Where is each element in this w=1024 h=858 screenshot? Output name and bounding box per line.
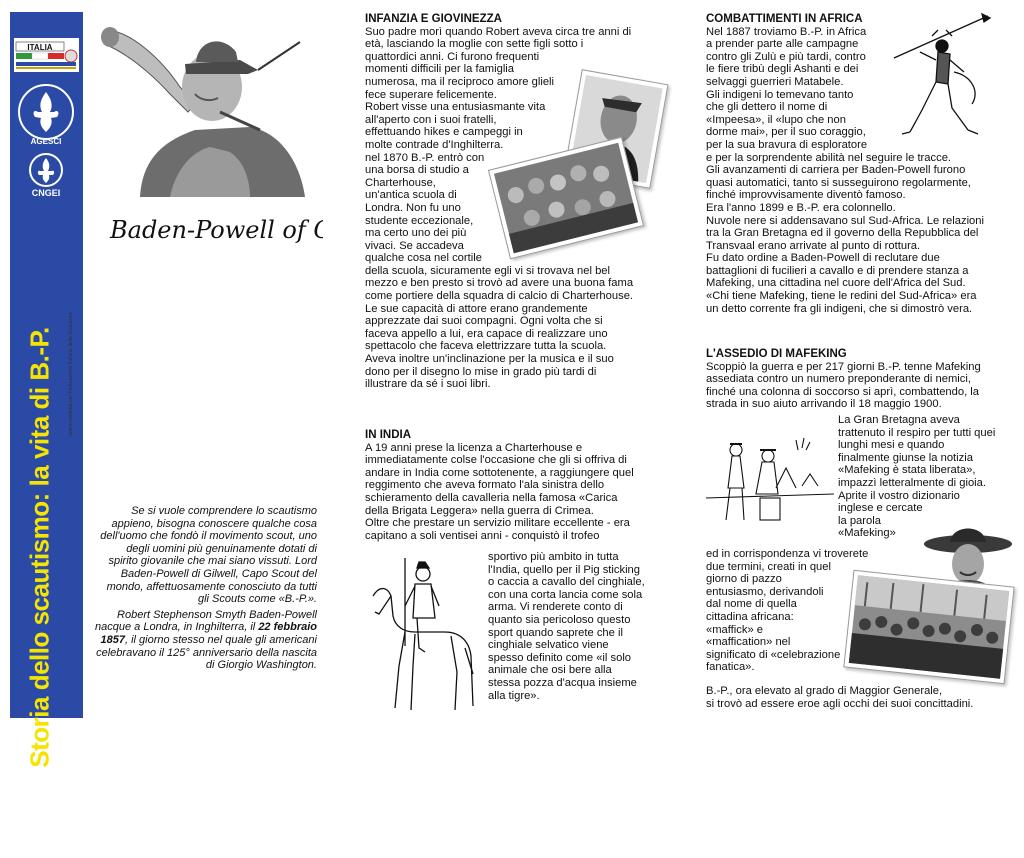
signature: [108, 206, 323, 256]
africa-line: «Impeesa», il «lupo che non: [706, 113, 846, 126]
india-line: o caccia a cavallo del cinghiale,: [488, 576, 645, 589]
infanzia-line: studente eccezionale,: [365, 214, 474, 227]
intro-paragraph-2: [95, 609, 317, 672]
infanzia-line: una borsa di studio a: [365, 164, 469, 177]
india-line: capitano a soli ventisei anni - conquistò il trofeo: [365, 529, 600, 542]
mafeking-body: [706, 361, 1016, 411]
signature-text: Baden-Powell of: [110, 216, 306, 244]
mafeking-line: cittadina africana:: [706, 610, 794, 623]
india-line: animale che osi bere alla: [488, 664, 612, 677]
india-line: Oltre che prestare un servizio militare eccellente - era: [365, 517, 630, 530]
africa-line: Transvaal erano arrivate al punto di rottura.: [706, 239, 921, 252]
africa-line: contro gli Zulù e più tardi, contro: [706, 50, 866, 63]
infanzia-line: all'aperto con i suoi fratelli,: [365, 113, 497, 126]
africa-body: [706, 152, 1016, 316]
africa-line: le fiere tribù degli Ashanti e dei: [706, 63, 859, 76]
infanzia-line: faceva appello a lui, era capace di realizzare uno: [365, 327, 608, 340]
africa-line: Mafeking, una cittadina nel cuore dell'Africa del Sud.: [706, 277, 966, 290]
africa-line: selvaggi guerrieri Matabele.: [706, 75, 844, 88]
infanzia-line: Aveva inoltre un'inclinazione per la musica e il suo: [365, 353, 614, 366]
mafeking-line: fanatica».: [706, 661, 755, 674]
infanzia-line: fece superare felicemente.: [365, 88, 497, 101]
india-line: immediatamente colse l'occasione che gli si offriva di: [365, 454, 627, 467]
siege-illustration: [706, 428, 834, 528]
infanzia-line: Suo padre morì quando Robert aveva circa tre anni di: [365, 25, 632, 38]
mafeking-line: assediata contro un numero preponderante di nemici,: [706, 373, 971, 386]
mafeking-line: finché una colonna di soccorso si aprì, combattendo, la: [706, 385, 980, 398]
italia-text: ITALIA: [27, 43, 53, 52]
india-line: quanto sia pericoloso questo: [488, 613, 631, 626]
africa-line: tra la Gran Bretagna ed il governo della Repubblica del: [706, 227, 979, 240]
mafeking-line: Aprite il vostro dizionario: [838, 489, 960, 502]
india-line: cinghiale selvatico viene: [488, 639, 609, 652]
fis-italia-logo: [14, 38, 79, 72]
infanzia-line: mezzo e ben presto si trovò ad avere una buona fama: [365, 277, 634, 290]
mafeking-end-body: [706, 685, 1016, 710]
infanzia-line: Londra. Non fu uno: [365, 201, 461, 214]
india-section: [365, 429, 665, 542]
india-line: con una corta lancia come sola: [488, 588, 643, 601]
intro-p2-end: , il giorno stesso nel quale gli americani celebravano il 125° anniversario della nascita di Giorgio Washington.: [96, 633, 317, 672]
india-line: reggimento che aveva formato l'ala sinistra dello: [365, 479, 605, 492]
infanzia-line: Charterhouse,: [365, 176, 436, 189]
india-line: schieramento della cavalleria nella famosa «Carica: [365, 491, 618, 504]
agesci-text: AGESCI: [30, 137, 62, 146]
infanzia-line: Le sue capacità di attore erano grandemente: [365, 302, 588, 315]
infanzia-line: ma certo uno dei più: [365, 227, 467, 240]
africa-line: quasi automatici, tanto si susseguirono regolarmente,: [706, 176, 971, 189]
mafeking-line: impazzì letteralmente di gioia.: [838, 476, 986, 489]
india-narrow-body: [488, 551, 668, 702]
mafeking-line: finalmente giunse la notizia: [838, 451, 973, 464]
mafeking-line: Scoppiò la guerra e per 217 giorni B.-P. tenne Mafeking: [706, 360, 981, 373]
infanzia-line: quattordici anni. Ci furono frequenti: [365, 50, 540, 63]
mafeking-line: significato di «celebrazione: [706, 648, 841, 661]
africa-line: un detto corrente fra gli indigeni, che si dimostrò vera.: [706, 302, 973, 315]
mafeking-line: «maffication» nel: [706, 636, 791, 649]
mafeking-line: strada in suo aiuto arrivando il 18 maggio 1900.: [706, 398, 942, 411]
africa-line: Nuvole nere si addensavano sul Sud-Africa. Le relazioni: [706, 214, 984, 227]
infanzia-line: età, lasciando la moglie con sette figli sotto i: [365, 38, 584, 51]
infanzia-line: qualche cosa nel cortile: [365, 252, 482, 265]
infanzia-line: numerosa, ma il reciproco amore glieli: [365, 75, 555, 88]
india-line: stessa pozza d'acqua insieme: [488, 676, 637, 689]
india-heading: IN INDIA: [365, 429, 411, 441]
africa-line: Gli indigeni lo temevano tanto: [706, 88, 854, 101]
mafeking-line: due termini, creati in quel: [706, 560, 831, 573]
africa-line: dorme mai», per il suo coraggio,: [706, 126, 866, 139]
infanzia-heading: INFANZIA E GIOVINEZZA: [365, 13, 502, 25]
africa-line: finché improvvisamente diventò famoso.: [706, 189, 906, 202]
mafeking-line: la parola: [838, 514, 881, 527]
infanzia-line: momenti difficili per la famiglia: [365, 63, 515, 76]
africa-line: e per la sorprendente abilità nel seguire le tracce.: [706, 151, 952, 164]
infanzia-line: illustrare da sé i suoi libri.: [365, 378, 491, 391]
africa-line: «Chi tiene Mafeking, tiene le redini del Sud-Africa» era: [706, 290, 977, 303]
mafeking-line: «Mafeking è stata liberata»,: [838, 464, 976, 477]
infanzia-line: nel 1870 B.-P. entrò con: [365, 151, 485, 164]
india-line: della Brigata Leggera» nella guerra di Crimea.: [365, 504, 594, 517]
mafeking-line: ed in corrispondenza vi troverete: [706, 548, 869, 560]
horseman-illustration: [365, 556, 480, 716]
intro-section: [95, 505, 317, 672]
india-line: A 19 anni prese la licenza a Charterhouse e: [365, 441, 583, 454]
africa-line: Era l'anno 1899 e B.-P. era colonnello.: [706, 201, 896, 214]
warrior-illustration: [892, 12, 992, 140]
africa-line: Nel 1887 troviamo B.-P. in Africa: [706, 25, 867, 38]
mafeking-line: La Gran Bretagna aveva: [838, 414, 960, 426]
infanzia-line: dono per il disegno lo mise in grado più tardi di: [365, 365, 597, 378]
cngei-text: CNGEI: [31, 188, 61, 198]
mafeking-line: «maffick» e: [706, 623, 764, 636]
infanzia-line: Robert visse una entusiasmante vita: [365, 101, 546, 114]
africa-line: per la sua bravura di esploratore: [706, 138, 868, 151]
india-line: l'India, quello per il Pig sticking: [488, 563, 641, 576]
india-line: arma. Vi renderete conto di: [488, 601, 623, 614]
bp-horn-portrait: [100, 12, 315, 197]
infanzia-line: effettuando hikes e campeggi in: [365, 126, 523, 139]
intro-p2-start: Robert Stephenson Smyth Baden-Powell nacque a Londra, in Inghilterra, il: [95, 608, 317, 634]
mafeking-heading: L'ASSEDIO DI MAFEKING: [706, 348, 847, 360]
africa-line: battaglioni di fucilieri a cavallo e di prendere stanza a: [706, 264, 969, 277]
mafeking-line: inglese e cercate: [838, 502, 923, 515]
africa-line: che gli dettero il nome di: [706, 101, 828, 114]
mafeking-line: «Mafeking»: [838, 527, 896, 540]
infanzia-line: vivaci. Se accadeva: [365, 239, 464, 252]
india-line: spesso definito come «il solo: [488, 651, 632, 664]
mafeking-line: B.-P., ora elevato al grado di Maggior Generale,: [706, 685, 943, 697]
mafeking-line: trattenuto il respiro per tutti quei: [838, 426, 996, 439]
mafeking-line: entusiasmo, derivandoli: [706, 585, 824, 598]
intro-birthdate: 22 febbraio 1857: [100, 621, 317, 646]
intro-paragraph-1: Se si vuole comprendere lo scautismo appieno, bisogna conoscere qualche cosa dell'uomo che fondò il movimento scout, uno degli uomini più genuinamente dotati di spirito giovanile che mai siano vissuti. Lord Baden-Powell di Gilwell, Capo Scout del mondo, affettuosamente conosciuto da tutti gli Scouts come «B.-P.».: [100, 505, 317, 606]
mafeking-left-body: [706, 548, 869, 674]
infanzia-line: spettacolo che faceva elettrizzare tutta la scuola.: [365, 340, 607, 353]
mafeking-section: [706, 348, 1016, 411]
strip-title: Storia dello scautismo: la vita di B.-P.: [24, 327, 55, 768]
celebration-crowd-photo: [843, 570, 1014, 684]
mafeking-line: lunghi mesi e quando: [838, 439, 945, 452]
infanzia-line: molte contrade d'Inghilterra.: [365, 138, 504, 151]
india-body: [365, 442, 665, 543]
india-line: alla tigre».: [488, 689, 540, 702]
mafeking-line: dal nome di quella: [706, 598, 797, 611]
infanzia-line: un'antica scuola di: [365, 189, 457, 202]
mafeking-line: si trovò ad essere eroe agli occhi dei suoi concittadini.: [706, 697, 974, 710]
africa-line: Gli avanzamenti di carriera per Baden-Powell furono: [706, 164, 966, 177]
mafeking-line: giorno di pazzo: [706, 573, 782, 586]
africa-line: Fu dato ordine a Baden-Powell di reclutare due: [706, 252, 940, 265]
infanzia-line: come portiere della squadra di calcio di Charterhouse.: [365, 290, 634, 303]
africa-line: a prender parte alle campagne: [706, 38, 859, 51]
credit-text: opera prodotta per Federazione Italiana dello Scautismo: [68, 311, 74, 436]
infanzia-line: apprezzate dai suoi compagni. Ogni volta che si: [365, 315, 603, 328]
india-line: andare in India come sottotenente, a raggiungere quel: [365, 466, 634, 479]
africa-heading: COMBATTIMENTI IN AFRICA: [706, 13, 863, 25]
infanzia-line: della scuola, sicuramente egli vi si trovava nel bel: [365, 264, 611, 277]
india-line: sport quando saprete che il: [488, 626, 623, 639]
india-line: sportivo più ambito in tutta: [488, 551, 619, 563]
